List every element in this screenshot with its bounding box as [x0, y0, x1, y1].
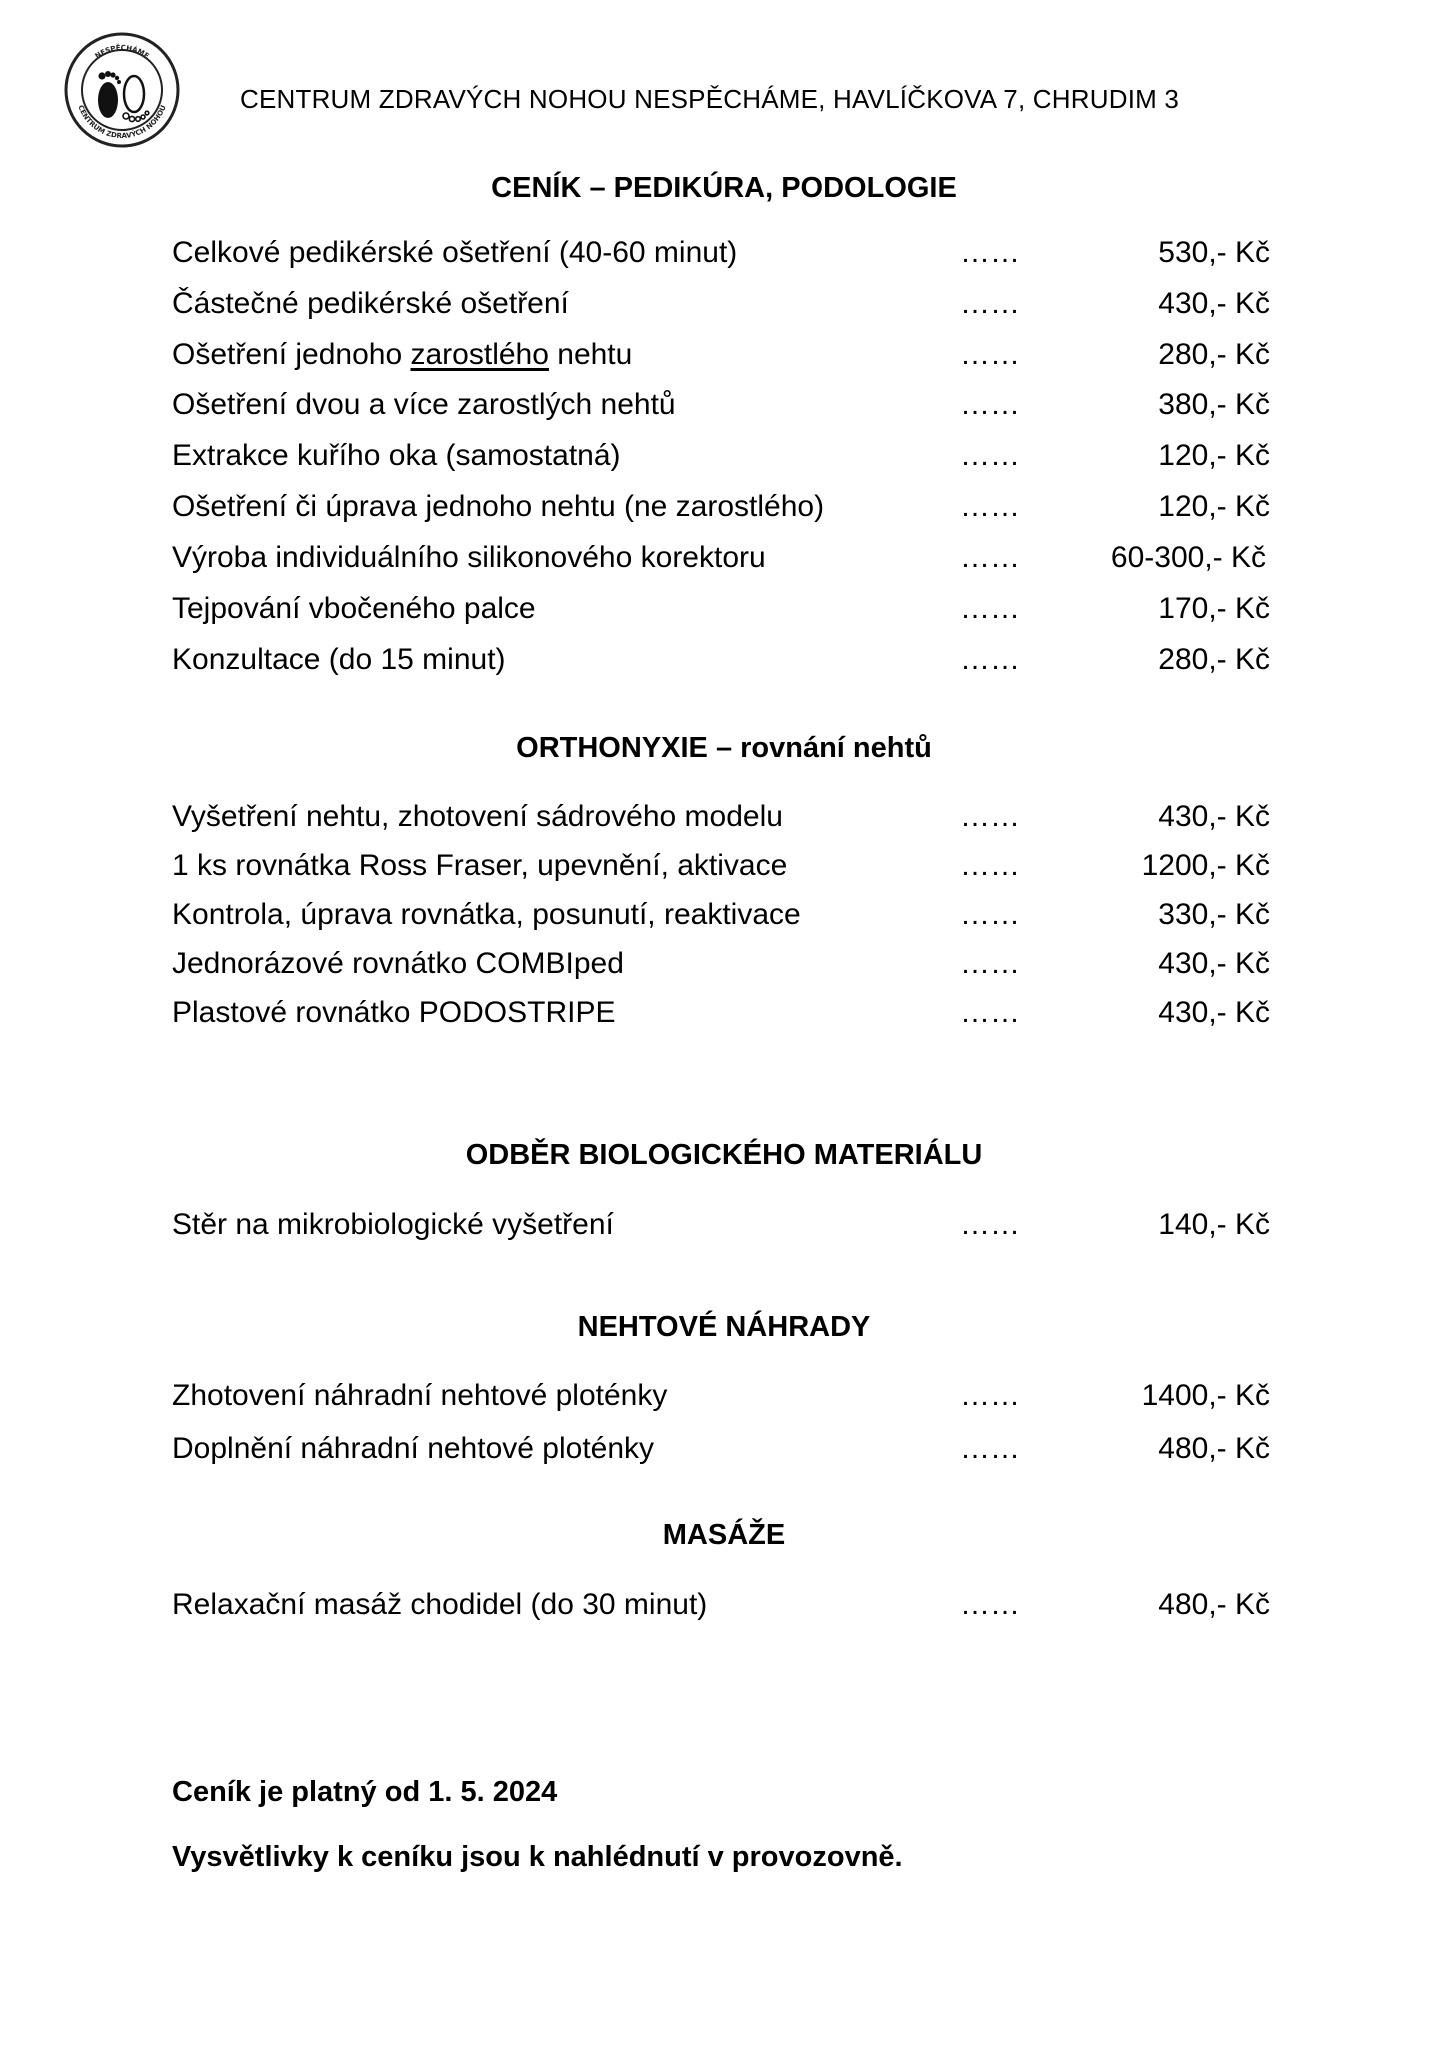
item-price: 430,- Kč [1158, 996, 1270, 1029]
item-dots: …… [960, 236, 1020, 269]
item-price: 380,- Kč [1158, 388, 1270, 421]
item-name: Relaxační masáž chodidel (do 30 minut) [172, 1588, 708, 1621]
item-dots: …… [960, 1588, 1020, 1621]
price-row [0, 996, 1448, 1040]
item-price: 140,- Kč [1158, 1208, 1270, 1241]
item-name: Kontrola, úprava rovnátka, posunutí, reaktivace [172, 898, 801, 931]
price-row [0, 643, 1448, 687]
item-price: 430,- Kč [1158, 947, 1270, 980]
item-price: 430,- Kč [1158, 287, 1270, 320]
price-row [0, 388, 1448, 432]
item-name: Jednorázové rovnátko COMBIped [172, 947, 624, 980]
item-name: Ošetření či úprava jednoho nehtu (ne zarostlého) [172, 490, 825, 523]
item-name-underlined: zarostlého [410, 338, 549, 371]
item-name: Tejpování vbočeného palce [172, 592, 536, 625]
item-dots: …… [960, 541, 1020, 574]
price-row [0, 592, 1448, 636]
item-price: 1400,- Kč [1141, 1379, 1270, 1412]
item-name: 1 ks rovnátka Ross Fraser, upevnění, aktivace [172, 849, 788, 882]
item-price: 120,- Kč [1158, 439, 1270, 472]
item-name [172, 338, 632, 372]
item-name: Plastové rovnátko PODOSTRIPE [172, 996, 616, 1029]
item-price: 480,- Kč [1158, 1432, 1270, 1465]
price-row [0, 338, 1448, 382]
price-row [0, 1588, 1448, 1632]
item-dots: …… [960, 439, 1020, 472]
price-row [0, 236, 1448, 280]
item-name: Celkové pedikérské ošetření (40-60 minut) [172, 236, 738, 269]
explanations-note: Vysvětlivky k ceníku jsou k nahlédnutí v provozovně. [172, 1841, 903, 1873]
item-dots: …… [960, 287, 1020, 320]
item-price: 530,- Kč [1158, 236, 1270, 269]
section-title-nehtove-nahrady: NEHTOVÉ NÁHRADY [577, 1311, 871, 1343]
item-name-after: nehtu [548, 338, 633, 371]
price-row [0, 1379, 1448, 1423]
item-dots: …… [960, 1432, 1020, 1465]
item-dots: …… [960, 490, 1020, 523]
price-row [0, 490, 1448, 534]
item-name: Doplnění náhradní nehtové ploténky [172, 1432, 655, 1465]
item-name: Ošetření dvou a více zarostlých nehtů [172, 388, 676, 421]
price-row [0, 898, 1448, 942]
price-row [0, 849, 1448, 893]
item-dots: …… [960, 592, 1020, 625]
item-dots: …… [960, 388, 1020, 421]
item-dots: …… [960, 996, 1020, 1029]
price-row [0, 541, 1448, 585]
section-title-masaze: MASÁŽE [662, 1519, 786, 1551]
foot-logo-icon [62, 30, 182, 150]
item-price: 280,- Kč [1158, 338, 1270, 371]
item-name: Konzultace (do 15 minut) [172, 643, 506, 676]
section-title-pedikura: CENÍK – PEDIKÚRA, PODOLOGIE [491, 172, 957, 204]
item-price: 120,- Kč [1158, 490, 1270, 523]
item-dots: …… [960, 1379, 1020, 1412]
item-dots: …… [960, 643, 1020, 676]
item-price: 330,- Kč [1158, 898, 1270, 931]
section-title-orthonyxie: ORTHONYXIE – rovnání nehtů [516, 732, 932, 764]
item-name: Vyšetření nehtu, zhotovení sádrového modelu [172, 800, 783, 833]
price-row [0, 287, 1448, 331]
item-name: Stěr na mikrobiologické vyšetření [172, 1208, 614, 1241]
item-price: 430,- Kč [1158, 800, 1270, 833]
price-row [0, 1432, 1448, 1476]
item-name-before: Ošetření jednoho [172, 338, 411, 371]
item-name: Částečné pedikérské ošetření [172, 287, 569, 320]
item-dots: …… [960, 898, 1020, 931]
section-title-odber: ODBĚR BIOLOGICKÉHO MATERIÁLU [465, 1139, 983, 1171]
valid-from-note: Ceník je platný od 1. 5. 2024 [172, 1776, 558, 1808]
item-dots: …… [960, 338, 1020, 371]
price-row [0, 947, 1448, 991]
header-title: CENTRUM ZDRAVÝCH NOHOU NESPĚCHÁME, HAVLÍČKOVA 7, CHRUDIM 3 [240, 84, 1180, 114]
item-dots: …… [960, 1208, 1020, 1241]
item-price: 170,- Kč [1158, 592, 1270, 625]
item-price: 60-300,- Kč [1110, 541, 1266, 574]
price-row [0, 439, 1448, 483]
item-dots: …… [960, 800, 1020, 833]
item-name: Extrakce kuřího oka (samostatná) [172, 439, 621, 472]
price-row [0, 800, 1448, 844]
item-price: 280,- Kč [1158, 643, 1270, 676]
logo-bottom-text: CENTRUM ZDRAVÝCH NOHOU [76, 104, 168, 141]
logo-top-text: NESPĚCHÁME [93, 43, 151, 61]
item-name: Zhotovení náhradní nehtové ploténky [172, 1379, 668, 1412]
item-price: 1200,- Kč [1141, 849, 1270, 882]
item-name: Výroba individuálního silikonového korektoru [172, 541, 766, 574]
item-dots: …… [960, 849, 1020, 882]
price-row [0, 1208, 1448, 1252]
item-price: 480,- Kč [1158, 1588, 1270, 1621]
item-dots: …… [960, 947, 1020, 980]
